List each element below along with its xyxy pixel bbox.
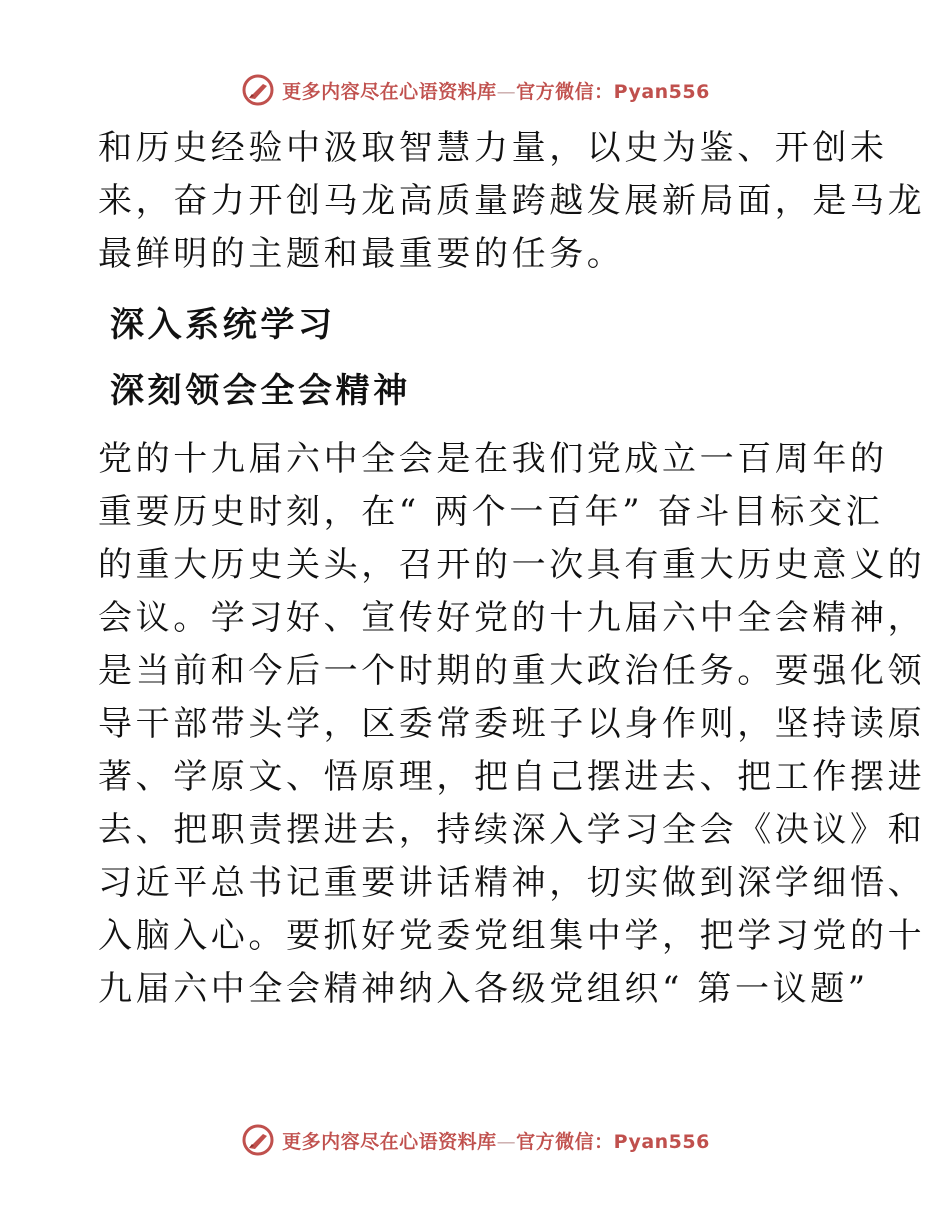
text-line: 的重大历史关头，召开的一次具有重大历史意义的 <box>98 545 926 585</box>
paragraph-intro <box>98 122 926 281</box>
header-watermark <box>0 72 950 108</box>
footer-watermark <box>0 1122 950 1158</box>
paragraph-body <box>98 433 926 1016</box>
text-line: 入脑入心。要抓好党委党组集中学，把学习党的十 <box>98 916 926 956</box>
text-line: 习近平总书记重要讲话精神，切实做到深学细悟、 <box>98 863 926 903</box>
pen-logo-icon <box>240 1122 276 1158</box>
watermark-text: 更多内容尽在心语资料库—官方微信：Pyan556 <box>282 80 710 103</box>
text-line: 著、学原文、悟原理，把自己摆进去、把工作摆进 <box>98 757 926 797</box>
text-line: 最鲜明的主题和最重要的任务。 <box>98 234 625 274</box>
text-line: 去、把职责摆进去，持续深入学习全会《决议》和 <box>98 810 926 850</box>
text-line: 九届六中全会精神纳入各级党组织“ 第一议题” <box>98 969 869 1009</box>
text-line: 和历史经验中汲取智慧力量，以史为鉴、开创未 <box>98 128 888 168</box>
watermark-text: 更多内容尽在心语资料库—官方微信：Pyan556 <box>282 1130 710 1153</box>
text-line: 会议。学习好、宣传好党的十九届六中全会精神， <box>98 598 926 638</box>
text-line: 是当前和今后一个时期的重大政治任务。要强化领 <box>98 651 926 691</box>
document-body <box>98 122 926 1016</box>
pen-logo-icon <box>240 72 276 108</box>
text-line: 重要历史时刻，在“ 两个一百年” 奋斗目标交汇 <box>98 492 884 532</box>
text-line: 党的十九届六中全会是在我们党成立一百周年的 <box>98 439 888 479</box>
text-line: 导干部带头学，区委常委班子以身作则，坚持读原 <box>98 704 926 744</box>
section-heading-2: 深刻领会全会精神 <box>110 371 411 411</box>
text-line: 来，奋力开创马龙高质量跨越发展新局面，是马龙 <box>98 181 926 221</box>
section-heading-1: 深入系统学习 <box>110 305 336 345</box>
